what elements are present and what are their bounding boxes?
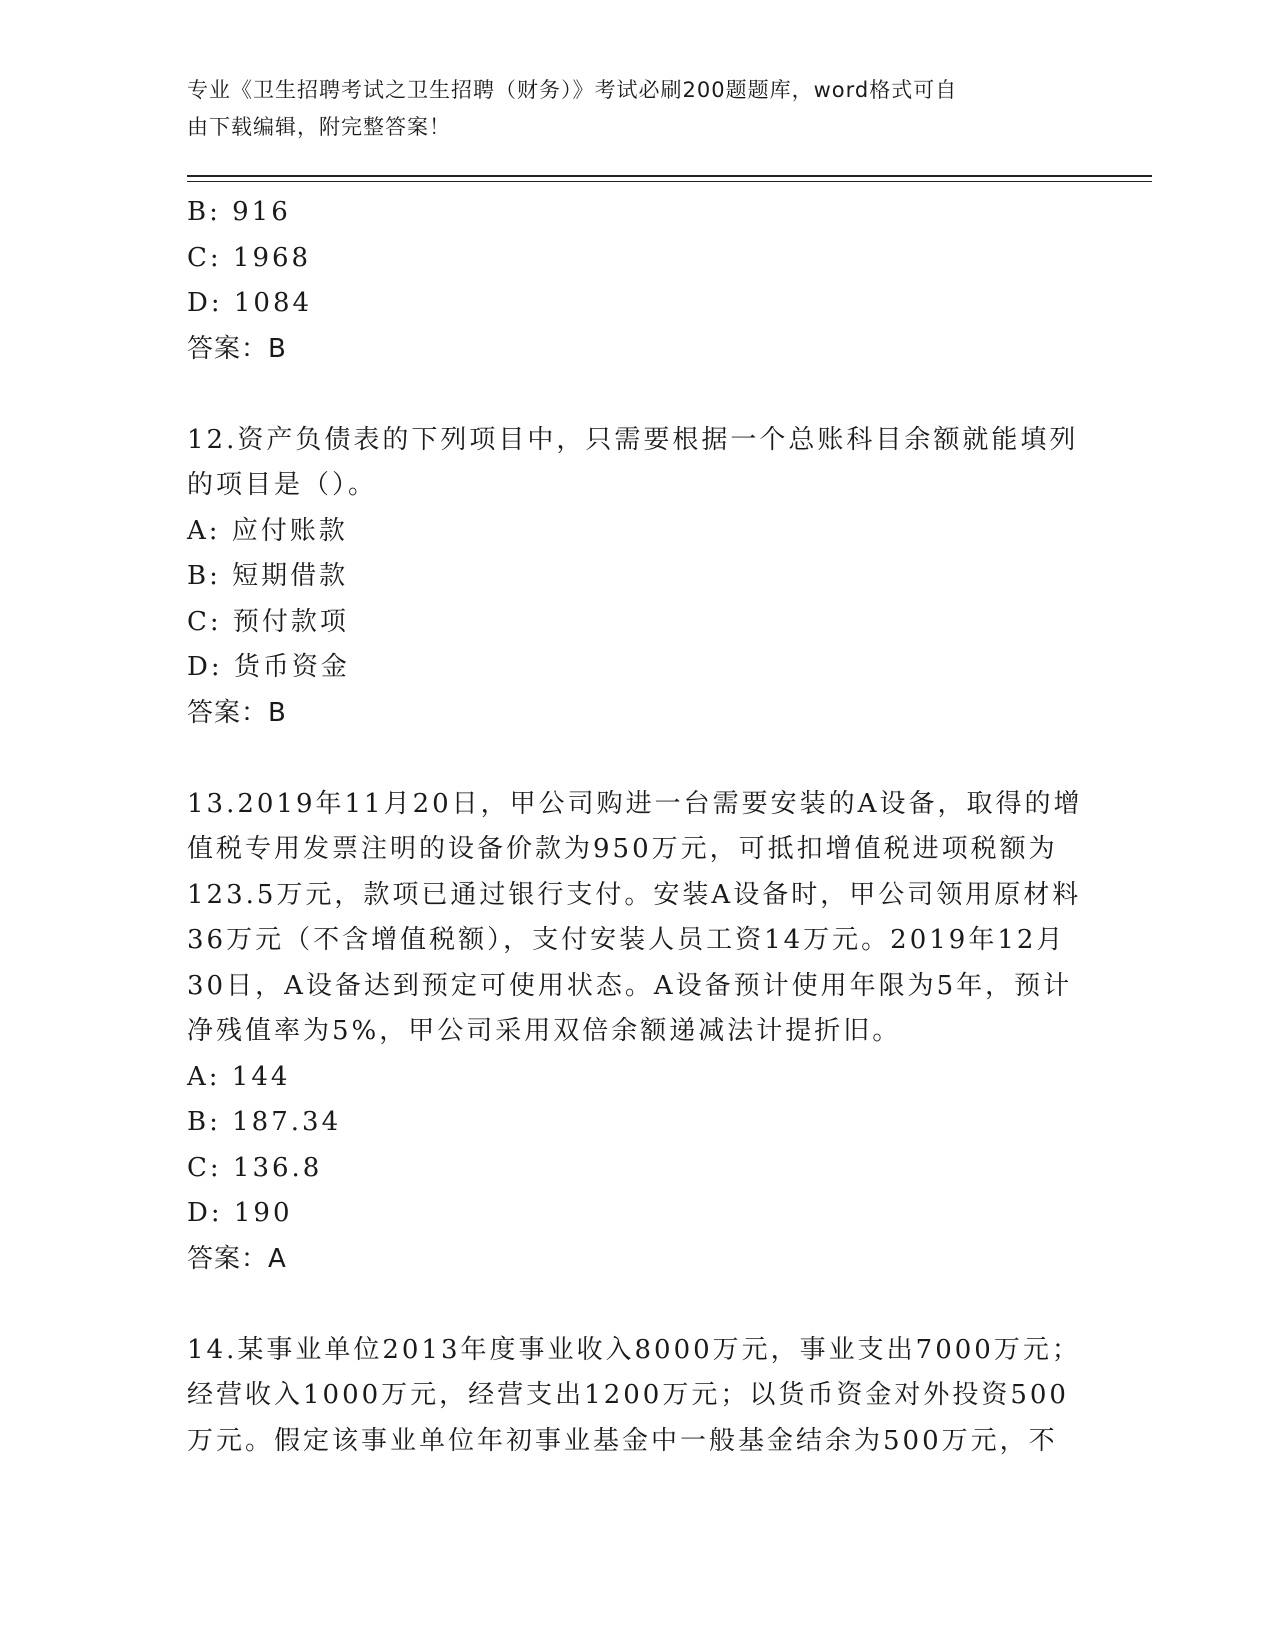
question-stem-line: 36万元（不含增值税额），支付安装人员工资14万元。2019年12月: [187, 925, 1066, 955]
option-c: C: 136.8: [187, 1152, 323, 1183]
question-stem-line: 14.某事业单位2013年度事业收入8000万元，事业支出7000万元；: [187, 1334, 1081, 1365]
option-a: A: 144: [187, 1061, 291, 1092]
question-12: [187, 418, 1087, 737]
question-stem-line: 123.5万元，款项已通过银行支付。安装A设备时，甲公司领用原材料: [187, 879, 1082, 910]
option-d: D: 190: [187, 1198, 293, 1228]
document-header: [187, 72, 1067, 146]
answer: 答案：A: [187, 1243, 287, 1274]
header-line-1: 专业《卫生招聘考试之卫生招聘（财务）》考试必刷200题题库，word格式可自: [187, 78, 958, 102]
header-rule-thick: [187, 175, 1152, 177]
option-a: A: 应付账款: [187, 515, 348, 546]
question-13: [187, 782, 1087, 1283]
header-rule-thin: [187, 181, 1152, 182]
question-11-tail: [187, 190, 1087, 372]
question-stem-line: 净残值率为5%，甲公司采用双倍余额递减法计提折旧。: [187, 1016, 902, 1046]
option-b: B: 短期借款: [187, 561, 349, 591]
question-stem-line: 30日，A设备达到预定可使用状态。A设备预计使用年限为5年，预计: [187, 970, 1073, 1001]
option-c: C: 1968: [187, 242, 312, 273]
question-stem-line: 的项目是（）。: [187, 470, 378, 500]
question-stem-line: 12.资产负债表的下列项目中，只需要根据一个总账科目余额就能填列: [187, 424, 1079, 455]
option-b: B: 916: [187, 197, 291, 227]
question-stem-line: 值税专用发票注明的设备价款为950万元，可抵扣增值税进项税额为: [187, 834, 1058, 864]
option-c: C: 预付款项: [187, 606, 349, 637]
option-d: D: 1084: [187, 288, 313, 318]
question-stem-line: 万元。假定该事业单位年初事业基金中一般基金结余为500万元，不: [187, 1425, 1058, 1456]
answer: 答案：B: [187, 697, 287, 728]
question-stem-line: 经营收入1000万元，经营支出1200万元；以货币资金对外投资500: [187, 1380, 1069, 1410]
answer: 答案：B: [187, 333, 287, 364]
question-14: [187, 1328, 1087, 1465]
document-body: [187, 190, 1087, 1464]
header-line-2: 由下载编辑，附完整答案！: [187, 115, 451, 139]
option-b: B: 187.34: [187, 1107, 342, 1137]
question-stem-line: 13.2019年11月20日，甲公司购进一台需要安装的A设备，取得的增: [187, 788, 1083, 819]
option-d: D: 货币资金: [187, 652, 350, 682]
